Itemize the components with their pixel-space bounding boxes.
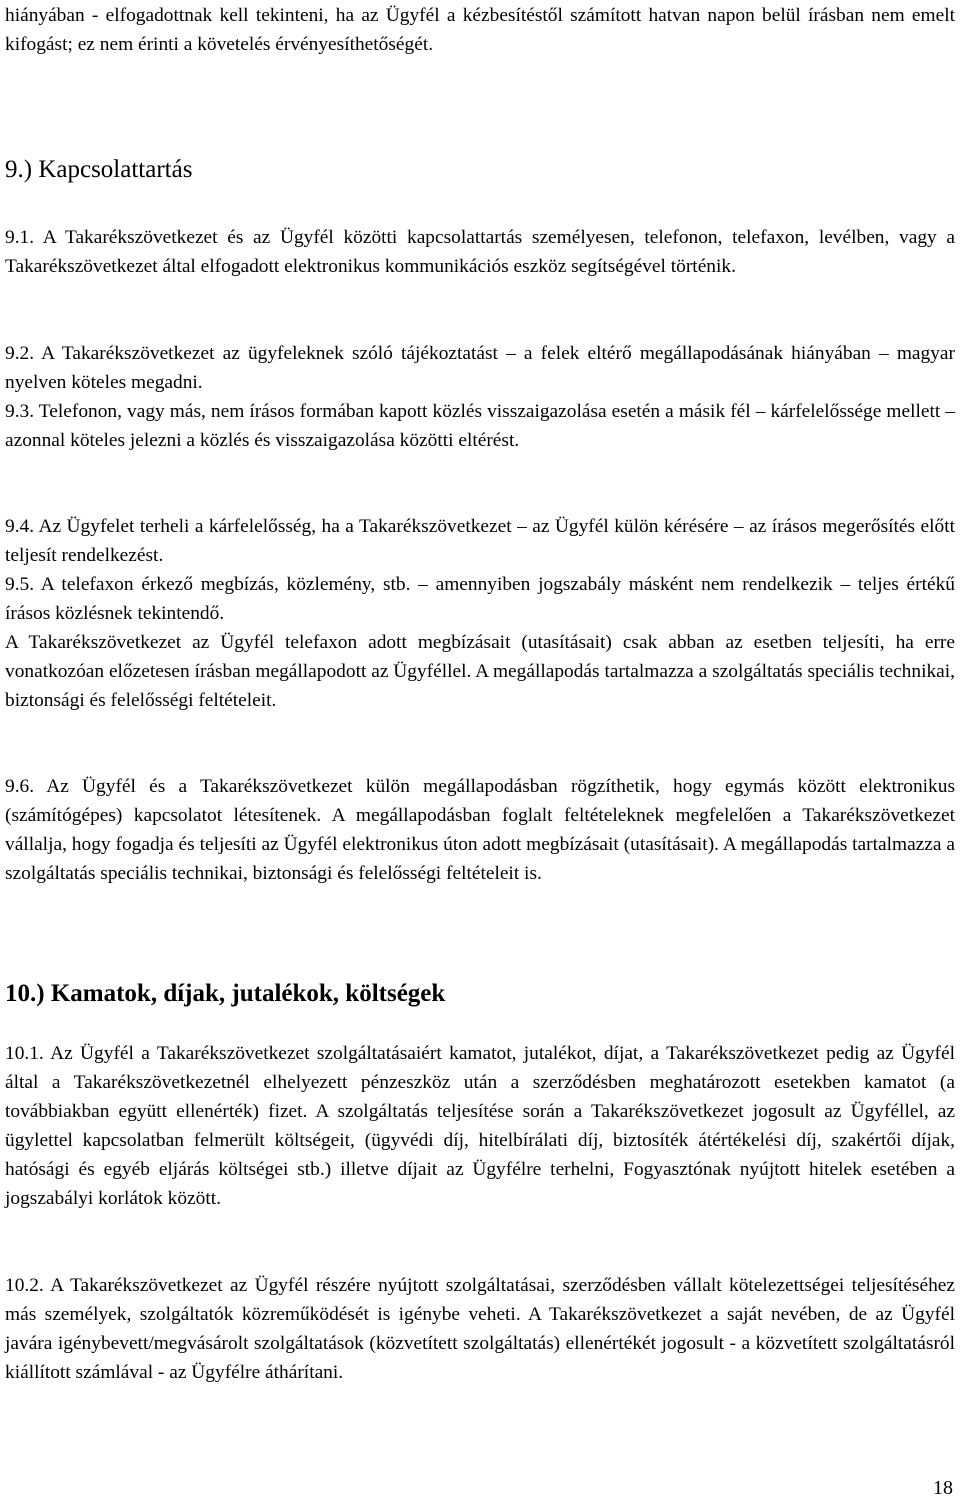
continuation-paragraph: hiányában - elfogadottnak kell tekinteni, ha az Ügyfél a kézbesítéstől számított hatvan napon belül írásban nem emelt kifogást; ez nem érinti a követelés érvényesíthetőségét. (5, 5, 955, 55)
section-10-heading: 10.) Kamatok, díjak, jutalékok, költségek (5, 980, 446, 1007)
paragraph-10-2: 10.2. A Takarékszövetkezet az Ügyfél részére nyújtott szolgáltatásai, szerződésben vállalt kötelezettségei teljesítéséhez más személyek, szolgáltatók közreműködését is igénybe veheti. A Takarékszövetkezet a saját nevében, de az Ügyfél javára igénybevett/megvásárolt szolgáltatások (közvetített szolgáltatás) ellenértékét jogosult - a közvetített szolgáltatásról kiállított számlával - az Ügyfélre áthárítani. (5, 1275, 955, 1383)
paragraph-10-1: 10.1. Az Ügyfél a Takarékszövetkezet szolgáltatásaiért kamatot, jutalékot, díjat, a Takarékszövetkezet pedig az Ügyfél által a Takarékszövetkezetnél elhelyezett pénzeszköz után a szerződésben meghatározott esetekben kamatot (a továbbiakban együtt ellenérték) fizet. A szolgáltatás teljesítése során a Takarékszövetkezet jogosult az Ügyféllel, az ügylettel kapcsolatban felmerült költségeit, (ügyvédi díj, hitelbírálati díj, biztosíték átértékelési díj, szakértői díjak, hatósági és egyéb eljárás költségei stb.) illetve díjait az Ügyfélre terhelni, Fogyasztónak nyújtott hitelek esetében a jogszabályi korlátok között. (5, 1043, 955, 1209)
paragraph-9-6: 9.6. Az Ügyfél és a Takarékszövetkezet külön megállapodásban rögzíthetik, hogy egymás között elektronikus (számítógépes) kapcsolatot létesítenek. A megállapodásban foglalt feltételeknek megfelelően a Takarékszövetkezet vállalja, hogy fogadja és teljesíti az Ügyfél elektronikus úton adott megbízásait (utasításait). A megállapodás tartalmazza a szolgáltatás speciális technikai, biztonsági és felelősségi feltételeit is. (5, 776, 955, 884)
paragraph-9-2: 9.2. A Takarékszövetkezet az ügyfeleknek szóló tájékoztatást – a felek eltérő megállapodásának hiányában – magyar nyelven köteles megadni. (5, 343, 955, 393)
paragraph-9-3: 9.3. Telefonon, vagy más, nem írásos formában kapott közlés visszaigazolása esetén a másik fél – kárfelelőssége mellett – azonnal köteles jelezni a közlés és visszaigazolása közötti eltérést. (5, 401, 955, 451)
section-9-heading: 9.) Kapcsolattartás (5, 156, 193, 183)
document-page (5, 0, 955, 1505)
paragraph-9-4: 9.4. Az Ügyfelet terheli a kárfelelősség, ha a Takarékszövetkezet – az Ügyfél külön kérésére – az írásos megerősítés előtt teljesít rendelkezést. (5, 516, 955, 566)
paragraph-9-5-continued: A Takarékszövetkezet az Ügyfél telefaxon adott megbízásait (utasításait) csak abban az esetben teljesíti, ha erre vonatkozóan előzetesen írásban megállapodott az Ügyféllel. A megállapodás tartalmazza a szolgáltatás speciális technikai, biztonsági és felelősségi feltételeit. (5, 632, 955, 711)
paragraph-9-5: 9.5. A telefaxon érkező megbízás, közlemény, stb. – amennyiben jogszabály másként nem rendelkezik – teljes értékű írásos közlésnek tekintendő. (5, 574, 955, 624)
paragraph-9-1: 9.1. A Takarékszövetkezet és az Ügyfél közötti kapcsolattartás személyesen, telefonon, telefaxon, levélben, vagy a Takarékszövetkezet által elfogadott elektronikus kommunikációs eszköz segítségével történik. (5, 227, 955, 277)
page-number: 18 (933, 1477, 953, 1499)
